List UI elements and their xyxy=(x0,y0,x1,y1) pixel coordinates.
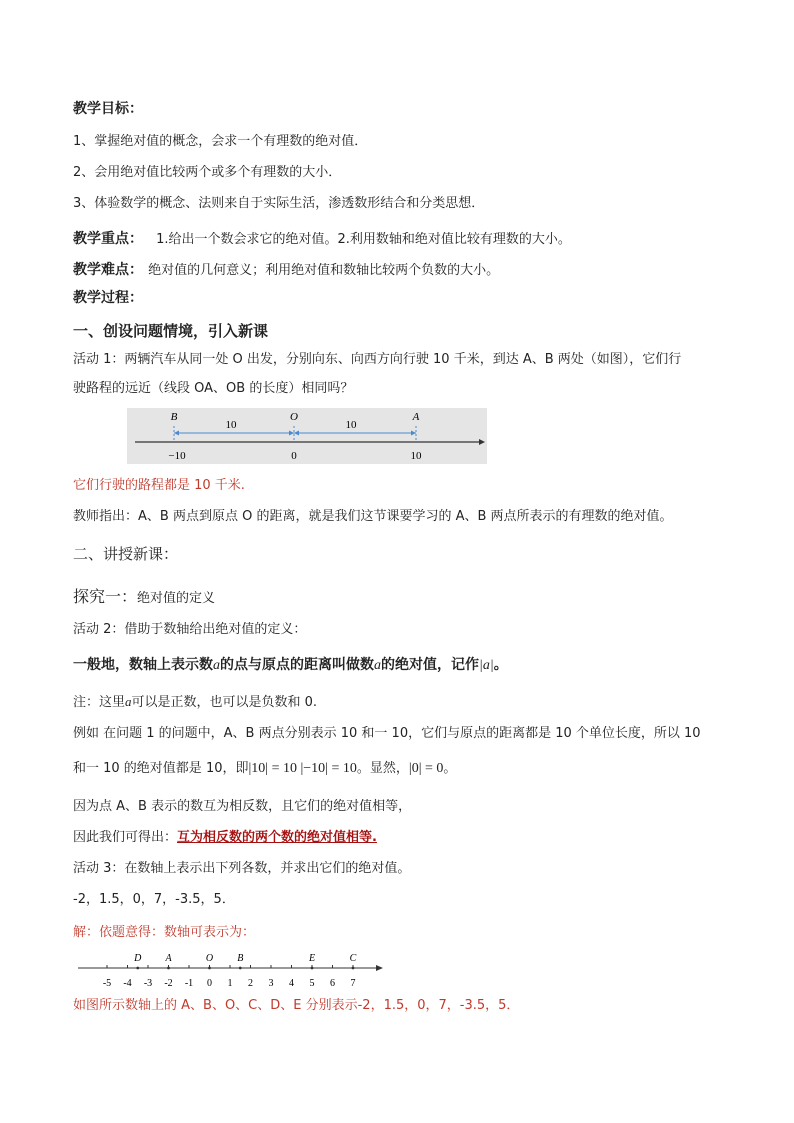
axis-tick-label: 1 xyxy=(227,978,233,989)
fig1-tick-neg10: −10 xyxy=(168,450,186,462)
axis-point-label-e: E xyxy=(308,953,316,964)
key-point xyxy=(73,228,571,248)
axis-tick-label: 5 xyxy=(309,978,315,989)
absolute-value-notation: |a| xyxy=(479,658,494,673)
car-distance-figure xyxy=(127,408,487,464)
difficulty xyxy=(73,259,499,279)
example-line2 xyxy=(73,761,456,778)
teacher-note: 教师指出：A、B 两点到原点 O 的距离，就是我们这节课要学习的 A、B 两点所表示的有理数的绝对值。 xyxy=(73,509,673,524)
fig1-distance-right: 10 xyxy=(345,419,357,431)
axis-tick-label: 3 xyxy=(268,978,274,989)
axis-point-label-c: C xyxy=(349,953,357,964)
activity1-line2: 驶路程的远近（线段 OA、OB 的长度）相同吗？ xyxy=(73,381,354,396)
definition-var: a xyxy=(213,658,220,673)
axis-point-c xyxy=(352,967,355,970)
fig1-distance-left: 10 xyxy=(225,419,237,431)
section1-title: 一、创设问题情境，引入新课 xyxy=(73,322,269,340)
example-line1: 例如 在问题 1 的问题中，A、B 两点分别表示 10 和一 10，它们与原点的距离都是 10 个单位长度，所以 10 xyxy=(73,726,701,741)
axis-tick-label: 2 xyxy=(248,978,253,989)
axis-tick-label: 4 xyxy=(289,978,294,989)
axis-point-d xyxy=(136,967,139,970)
key-point-text: 1.给出一个数会求它的绝对值。2.利用数轴和绝对值比较有理数的大小。 xyxy=(156,232,571,247)
axis-point-o xyxy=(208,967,211,970)
car-distance-svg xyxy=(127,408,487,464)
fig1-label-a: A xyxy=(412,411,420,423)
fig1-label-b: B xyxy=(170,411,178,423)
because-line: 因为点 A、B 表示的数互为相反数，且它们的绝对值相等， xyxy=(73,799,412,814)
example-math-1: |10| = 10 |−10| = 10 xyxy=(248,761,357,776)
number-axis-figure xyxy=(76,948,386,994)
axis-tick-label: 6 xyxy=(330,978,335,989)
example-math-2: |0| = 0 xyxy=(408,761,444,776)
activity1-line1: 活动 1：两辆汽车从同一处 O 出发，分别向东、向西方向行驶 10 千米，到达 A、B 两处（如图），它们行 xyxy=(73,352,682,367)
axis-tick-label: -4 xyxy=(123,978,132,989)
axis-tick-label: -5 xyxy=(102,978,112,989)
process-title: 教学过程： xyxy=(73,290,143,306)
axis-point-e xyxy=(311,967,314,970)
definition-var-2: a xyxy=(374,658,381,673)
definition-text-2: 的点与原点的距离叫做数 xyxy=(220,657,374,673)
objective-item: 2、会用绝对值比较两个或多个有理数的大小． xyxy=(73,165,342,180)
example-text-c: 。 xyxy=(443,761,457,776)
note-var: a xyxy=(125,694,132,709)
numbers-list: -2，1.5，0，7，-3.5，5． xyxy=(73,892,235,907)
activity1-answer: 它们行驶的路程都是 10 千米. xyxy=(73,478,245,493)
objectives-title: 教学目标： xyxy=(73,101,143,117)
axis-tick-label: -3 xyxy=(143,978,153,989)
therefore-emphasis: 互为相反数的两个数的绝对值相等. xyxy=(177,830,377,845)
axis-point-label-b: B xyxy=(237,953,244,964)
note xyxy=(73,694,317,711)
objective-item: 1、掌握绝对值的概念，会求一个有理数的绝对值． xyxy=(73,134,368,149)
activity3: 活动 3：在数轴上表示出下列各数，并求出它们的绝对值。 xyxy=(73,861,411,876)
conclusion-line: 如图所示数轴上的 A、B、O、C、D、E 分别表示-2，1.5，0，7，-3.5，5． xyxy=(73,998,520,1013)
explore-text: 绝对值的定义 xyxy=(137,591,216,606)
fig1-tick-0: 0 xyxy=(291,450,297,462)
example-text-b: 。显然， xyxy=(356,761,409,776)
therefore-line xyxy=(73,830,377,846)
example-text-a: 和一 10 的绝对值都是 10，即 xyxy=(73,761,249,776)
objective-item: 3、体验数学的概念、法则来自于实际生活，渗透数形结合和分类思想． xyxy=(73,196,485,211)
axis-tick-label: 0 xyxy=(207,978,212,989)
fig1-tick-10: 10 xyxy=(410,450,422,462)
difficulty-label: 教学难点： xyxy=(73,262,143,278)
axis-point-label-a: A xyxy=(165,953,172,964)
key-point-label: 教学重点： xyxy=(73,231,143,247)
difficulty-text: 绝对值的几何意义；利用绝对值和数轴比较两个负数的大小。 xyxy=(148,263,500,278)
activity2: 活动 2：借助于数轴给出绝对值的定义： xyxy=(73,622,307,637)
axis-tick-label: 7 xyxy=(350,978,356,989)
note-text: 可以是正数，也可以是负数和 0. xyxy=(131,695,318,710)
axis-point-b xyxy=(239,967,242,970)
explore-heading xyxy=(73,587,215,607)
definition-text-1: 一般地，数轴上表示数 xyxy=(73,657,213,673)
definition-tail: 。 xyxy=(493,657,508,673)
axis-point-label-d: D xyxy=(134,953,142,964)
axis-point-a xyxy=(167,967,170,970)
definition xyxy=(73,657,508,675)
note-prefix: 注：这里 xyxy=(73,695,126,710)
definition-text-3: 的绝对值，记作 xyxy=(381,657,479,673)
axis-point-label-o: O xyxy=(205,953,214,964)
solution-line: 解：依题意得：数轴可表示为： xyxy=(73,925,256,940)
explore-label: 探究一： xyxy=(73,587,138,606)
axis-tick-label: -2 xyxy=(164,978,173,989)
therefore-prefix: 因此我们可得出： xyxy=(73,830,178,845)
number-axis-svg xyxy=(76,948,386,994)
fig1-label-o: O xyxy=(290,411,298,423)
section2-title: 二、讲授新课： xyxy=(73,545,179,563)
axis-tick-label: -1 xyxy=(184,978,194,989)
